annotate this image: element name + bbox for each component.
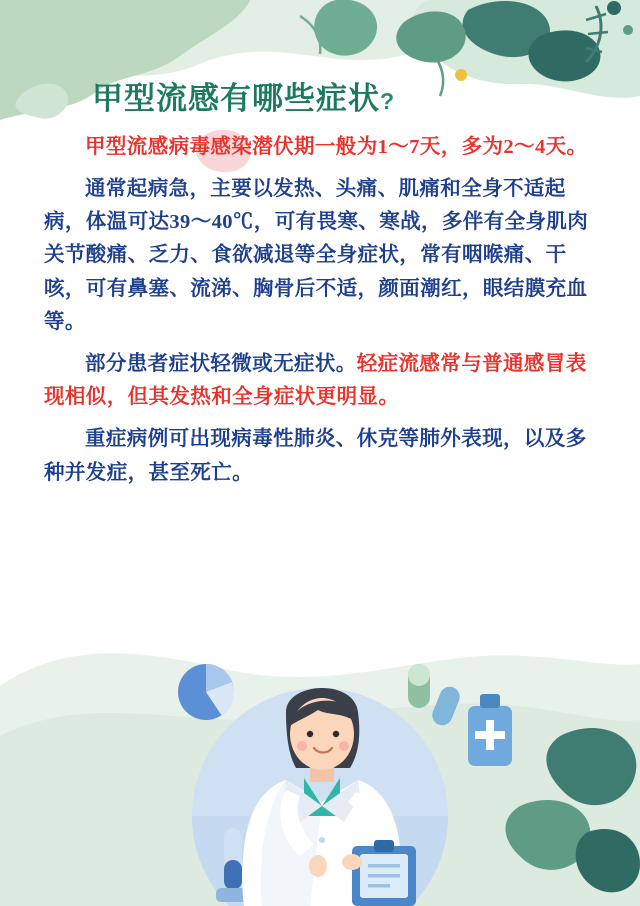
poster-content: [0, 78, 640, 490]
pie-chart-icon: [178, 664, 234, 720]
paragraph-incubation: 甲型流感病毒感染潜伏期一般为1～7天，多为2～4天。: [85, 135, 588, 158]
paragraph-onset: 通常起病急，主要以发热、头痛、肌痛和全身不适起病，体温可达39～40℃，可有畏寒、寒战，多伴有全身肌肉关节酸痛、乏力、食欲减退等全身症状，常有咽喉痛、干咳，可有鼻塞、流涕、胸骨后不适，颜面潮红，眼结膜充血等。: [44, 178, 589, 333]
bottom-illustration: [0, 616, 640, 906]
paragraph-mild: [44, 348, 596, 414]
paragraph-mild-lead: 部分患者症状轻微或无症状。: [85, 353, 357, 376]
paragraph-severe: 重症病例可出现病毒性肺炎、休克等肺外表现，以及多种并发症，甚至死亡。: [44, 428, 587, 484]
paragraph-mild-highlight: 轻症流感常与普通感冒表现相似，但其发热和全身症状更明显。: [44, 353, 587, 409]
page-title-question-mark: ?: [380, 88, 396, 114]
clipboard-icon: [352, 840, 416, 906]
page-title: [44, 78, 596, 120]
page-title-text: 甲型流感有哪些症状: [92, 81, 380, 116]
doctor-illustration: [0, 616, 640, 906]
